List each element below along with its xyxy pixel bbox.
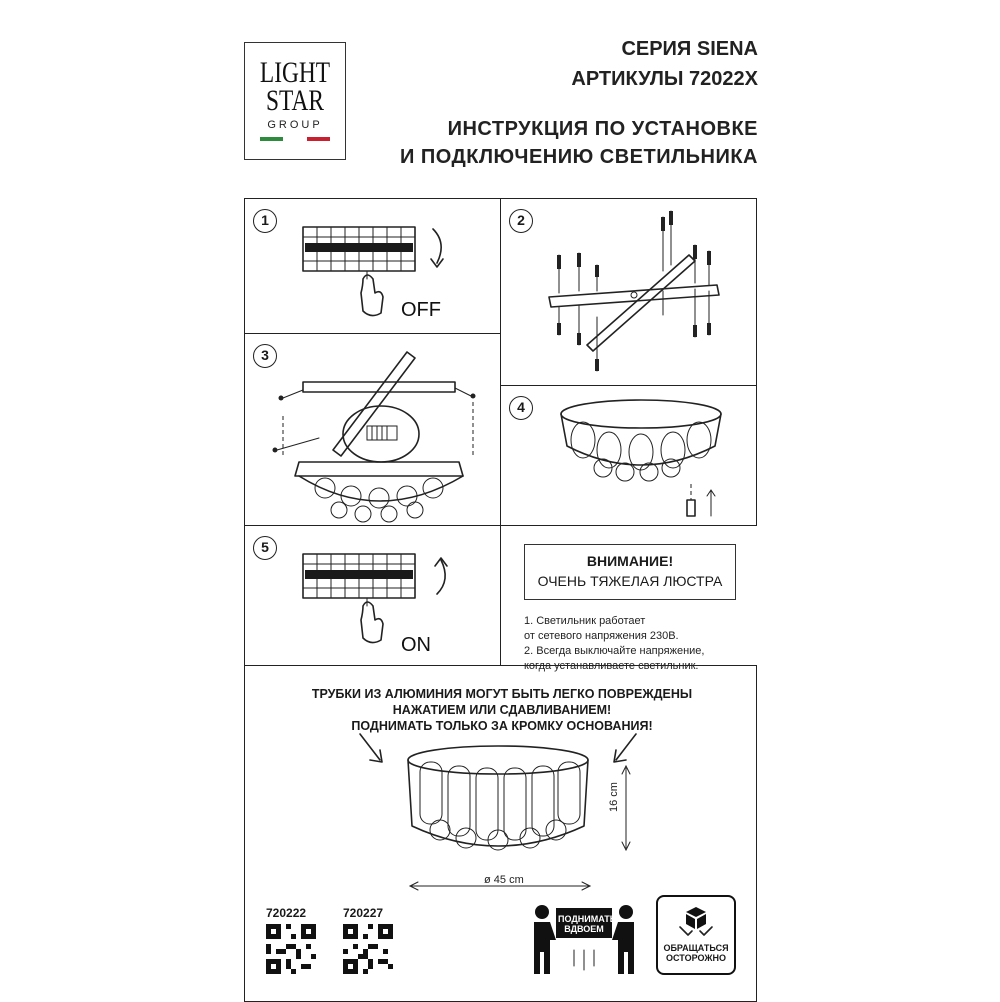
step-4-panel xyxy=(500,385,757,526)
diameter-dimension: ø 45 cm xyxy=(484,874,524,886)
care-sign-line-1: ОБРАЩАТЬСЯ xyxy=(663,943,729,953)
care-sign-line-2: ОСТОРОЖНО xyxy=(666,953,726,963)
on-label: ON xyxy=(401,634,431,656)
handle-with-care-sign xyxy=(656,895,736,975)
step-number-5: 5 xyxy=(253,536,277,560)
breaker-off-illustration xyxy=(297,217,477,317)
warning-title: ВНИМАНИЕ! xyxy=(586,553,674,569)
step-1-panel xyxy=(244,198,501,334)
flag-white xyxy=(283,137,306,141)
brand-logo xyxy=(244,42,346,160)
step-number-1: 1 xyxy=(253,209,277,233)
step-number-3: 3 xyxy=(253,344,277,368)
warning-subtitle: ОЧЕНЬ ТЯЖЕЛАЯ ЛЮСТРА xyxy=(537,573,723,589)
alert-line-2: НАЖАТИЕМ ИЛИ СДАВЛИВАНИЕМ! xyxy=(392,703,612,717)
step-3-panel xyxy=(244,333,501,526)
breaker-on-illustration xyxy=(297,544,477,644)
step-number-2: 2 xyxy=(509,209,533,233)
right-caution-arrow xyxy=(616,734,636,760)
articles-label: АРТИКУЛЫ 72022X xyxy=(571,68,758,90)
logo-word-star: STAR xyxy=(266,84,324,117)
lift-sign-line-2: ВДВОЕМ xyxy=(564,924,604,934)
alert-line-1: ТРУБКИ ИЗ АЛЮМИНИЯ МОГУТ БЫТЬ ЛЕГКО ПОВРЕЖДЕНЫ xyxy=(311,687,693,701)
mounting-illustration xyxy=(259,338,495,524)
flag-green xyxy=(260,137,283,141)
product-code-1: 720222 xyxy=(266,906,307,920)
lift-sign-line-1: ПОДНИМАТЬ xyxy=(558,914,617,924)
qr-code-720222[interactable] xyxy=(266,924,316,974)
logo-word-group: GROUP xyxy=(267,119,323,131)
italian-flag-stripe xyxy=(260,137,330,141)
flag-red xyxy=(307,137,330,141)
note-2-line-1: 2. Всегда выключайте напряжение, xyxy=(524,645,705,657)
qr-code-720227[interactable] xyxy=(343,924,393,974)
note-1-line-2: от сетевого напряжения 230В. xyxy=(524,630,679,642)
cross-bracket-illustration xyxy=(539,205,739,381)
step-5-panel xyxy=(244,525,501,666)
height-dimension: 16 cm xyxy=(608,782,620,812)
document-title-line2: И ПОДКЛЮЧЕНИЮ СВЕТИЛЬНИКА xyxy=(399,146,758,168)
step-number-4: 4 xyxy=(509,396,533,420)
warning-box xyxy=(524,544,736,600)
document-title-line1: ИНСТРУКЦИЯ ПО УСТАНОВКЕ xyxy=(447,118,758,140)
alert-line-3: ПОДНИМАТЬ ТОЛЬКО ЗА КРОМКУ ОСНОВАНИЯ! xyxy=(351,719,653,733)
step-2-panel xyxy=(500,198,757,386)
series-label: СЕРИЯ SIENA xyxy=(621,38,758,60)
lift-by-two-people-icon xyxy=(528,898,640,978)
lift-sign-label xyxy=(558,914,617,934)
logo-word-light: LIGHT xyxy=(259,56,331,89)
fragile-boxes-icon xyxy=(678,905,714,939)
left-caution-arrow xyxy=(360,734,380,760)
note-2-line-2: когда устанавливаете светильник. xyxy=(524,660,699,672)
note-1-line-1: 1. Светильник работает xyxy=(524,615,646,627)
chandelier-assembled-illustration xyxy=(551,394,751,522)
off-label: OFF xyxy=(401,299,441,321)
product-code-2: 720227 xyxy=(343,906,384,920)
